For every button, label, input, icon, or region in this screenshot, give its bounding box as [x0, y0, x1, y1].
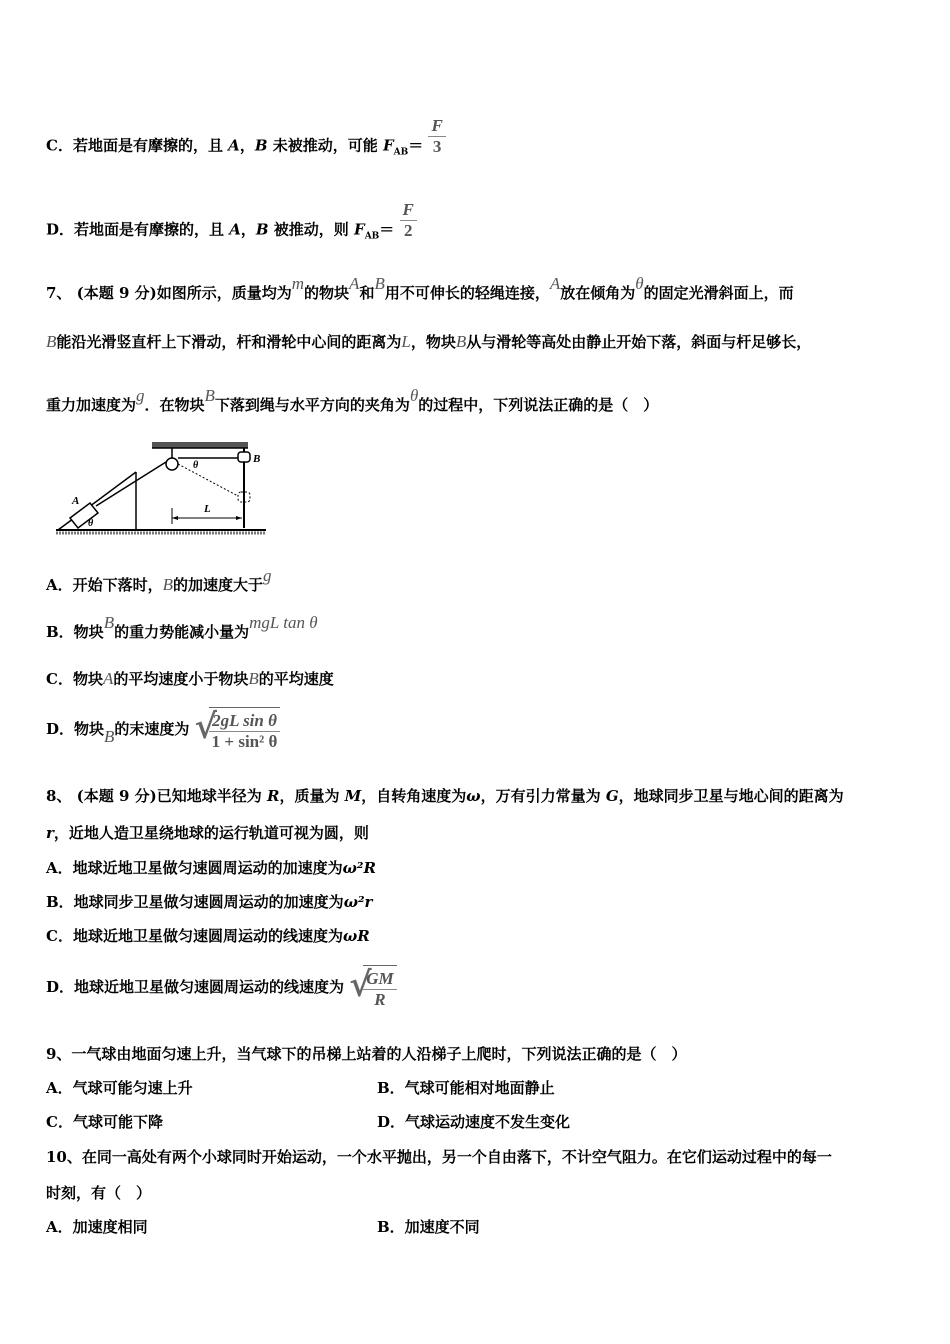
pulley [166, 458, 178, 470]
q7-option-b: B．物块B的重力势能减小量为mgL tan θ [46, 613, 318, 641]
label-b: B [253, 453, 261, 465]
q10-stem-line1: 10、在同一高处有两个小球同时开始运动，一个水平抛出，另一个自由落下，不计空气阻力。在它们运动过程中的每一 [46, 1148, 832, 1166]
q8-option-c: C．地球近地卫星做匀速圆周运动的线速度为ωR [46, 927, 370, 945]
q7-figure [56, 440, 270, 540]
q7-stem-line2: B能沿光滑竖直杆上下滑动，杆和滑轮中心间的距离为L，物块B从与滑轮等高处由静止开始下落，斜面与杆足够长， [46, 332, 812, 351]
label-theta-incline: θ [88, 518, 94, 529]
block-b [238, 452, 250, 462]
q10-option-a: A．加速度相同 [46, 1218, 148, 1236]
sqrt-expression: √ $\frac{GM}{R}$ [349, 965, 396, 1012]
fraction: $\frac{F}{2}$ [400, 200, 417, 241]
incline [58, 472, 136, 530]
q6-option-d: D．若地面是有摩擦的，且 A，B 被推动，则 $F_{AB}=$ $\frac{F}{2}$ [46, 210, 417, 251]
label-a: A [72, 495, 80, 507]
q10-option-b: B．加速度不同 [377, 1218, 480, 1236]
q8-option-d: D．地球近地卫星做匀速圆周运动的线速度为 √ $\frac{GM}{R}$ [46, 964, 397, 1012]
label-theta-rope: θ [193, 460, 199, 471]
q8-option-a: A．地球近地卫星做匀速圆周运动的加速度为ω²R [46, 859, 376, 877]
q6-option-c: C．若地面是有摩擦的，且 A，B 未被推动，可能 $F_{AB}=$ $\frac{F}{3}$ [46, 126, 446, 167]
q7-option-a: A．开始下落时，B的加速度大于g [46, 566, 272, 594]
rope-dashed [178, 464, 238, 496]
q9-option-a: A．气球可能匀速上升 [46, 1079, 193, 1097]
q8-option-b: B．地球同步卫星做匀速圆周运动的加速度为ω²r [46, 893, 373, 911]
sqrt-expression: √ $\frac{\text{2gL sin θ}}{\text{1 + sin² θ}}$ [195, 707, 281, 754]
q9-option-d: D．气球运动速度不发生变化 [377, 1113, 571, 1131]
q7-stem-line1: 7、 (本题 9 分)如图所示，质量均为m的物块A和B用不可伸长的轻绳连接，A放在倾角为θ的固定光滑斜面上，而 [46, 274, 794, 302]
q9-stem: 9、一气球由地面匀速上升，当气球下的吊梯上站着的人沿梯子上爬时，下列说法正确的是（ ） [46, 1045, 687, 1063]
label-l: L [204, 503, 211, 515]
ceiling [152, 442, 248, 448]
q9-option-b: B．气球可能相对地面静止 [377, 1079, 555, 1097]
q9-option-c: C．气球可能下降 [46, 1113, 163, 1131]
fraction: $\frac{F}{3}$ [428, 116, 445, 157]
rope-to-a [96, 462, 166, 506]
q7-option-c: C．物块A的平均速度小于物块B的平均速度 [46, 669, 334, 688]
q7-option-d: D．物块B的末速度为 √ $\frac{\text{2gL sin θ}}{\text{1 + sin² θ}}$ [46, 706, 280, 754]
q10-stem-line2: 时刻，有（ ） [46, 1184, 152, 1202]
q7-stem-line3: 重力加速度为g．在物块B下落到绳与水平方向的夹角为θ的过程中，下列说法正确的是（ ） [46, 386, 659, 414]
q8-stem-line2: r，近地人造卫星绕地球的运行轨道可视为圆，则 [46, 824, 369, 842]
q8-stem-line1: 8、 (本题 9 分)已知地球半径为 R，质量为 M，自转角速度为ω，万有引力常量为 G，地球同步卫星与地心间的距离为 [46, 787, 844, 805]
